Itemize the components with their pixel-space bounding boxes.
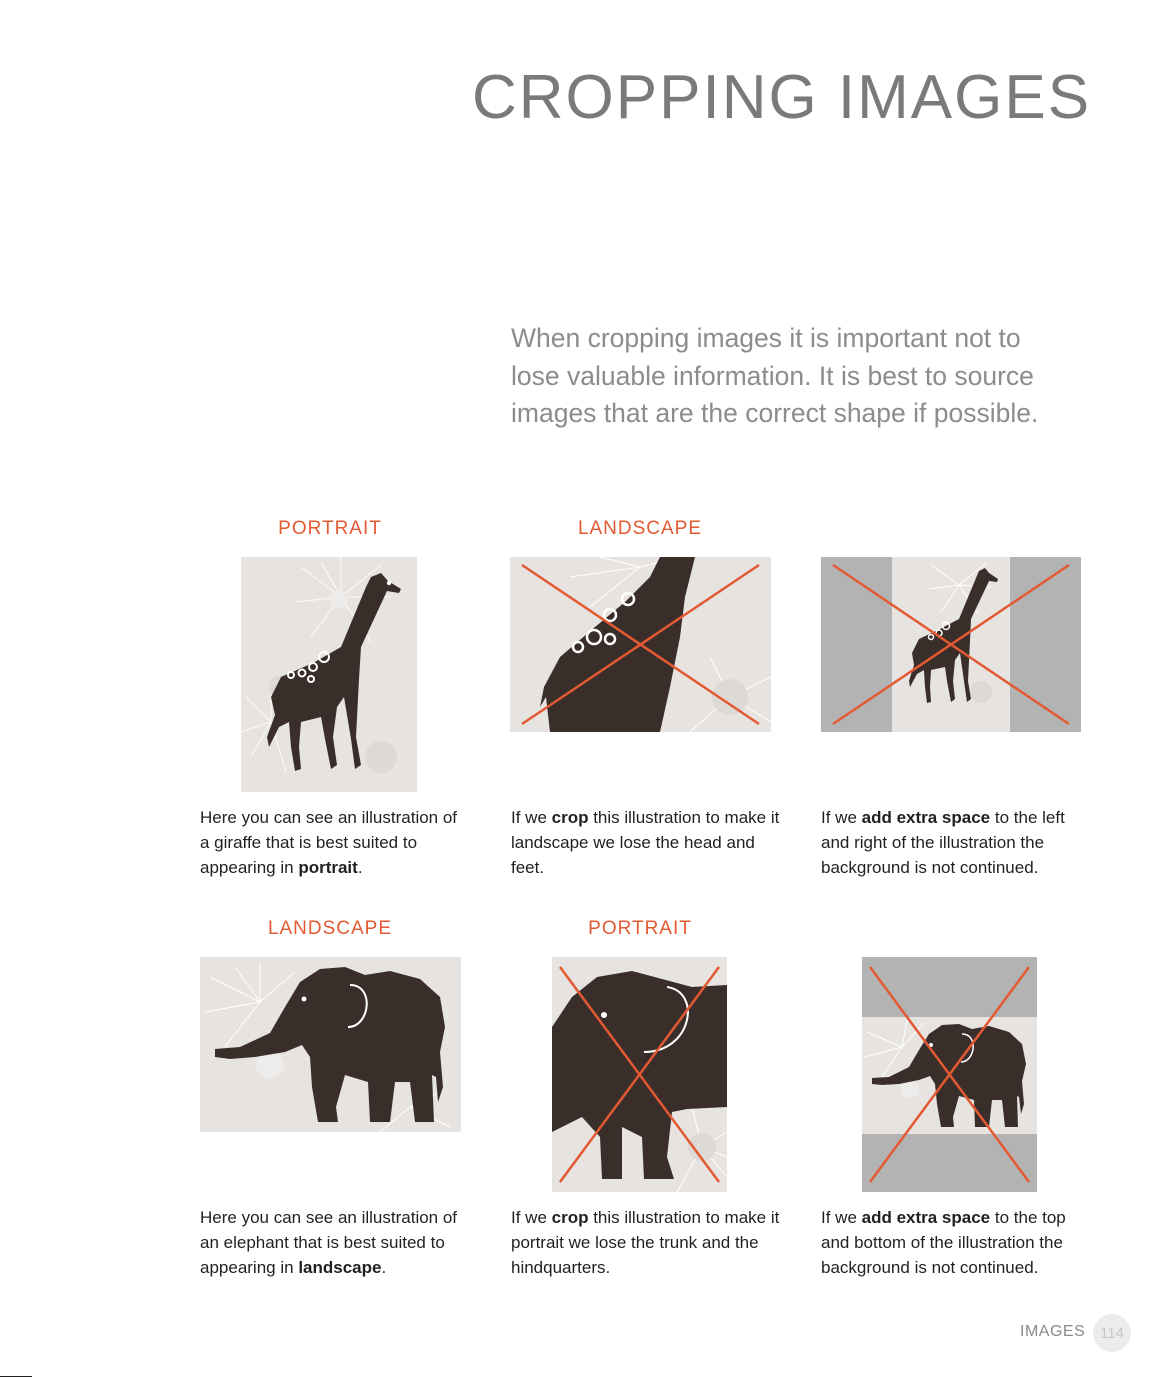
label-elephant-portrait: PORTRAIT xyxy=(588,918,692,939)
intro-text: When cropping images it is important not to lose valuable information. It is best to source images that are the correct shape if possible. xyxy=(511,323,1039,428)
caption-elephant-padded: If we add extra space to the top and bottom of the illustration the background is not continued. xyxy=(821,1208,1066,1277)
caption-giraffe-portrait: Here you can see an illustration of a giraffe that is best suited to appearing in portrait. xyxy=(200,808,458,877)
label-elephant-landscape: LANDSCAPE xyxy=(267,918,393,939)
footer-section-label: IMAGES xyxy=(1020,1323,1086,1340)
caption-giraffe-padded: If we add extra space to the left and right of the illustration the background is not continued. xyxy=(821,808,1065,877)
label-giraffe-portrait: PORTRAIT xyxy=(278,518,382,539)
corner-rule xyxy=(0,1376,32,1377)
caption-elephant-landscape: Here you can see an illustration of an elephant that is best suited to appearing in landscape. xyxy=(200,1208,458,1277)
elephant-landscape-image xyxy=(200,957,461,1132)
caption-elephant-crop: If we crop this illustration to make it portrait we lose the trunk and the hindquarters. xyxy=(511,1208,780,1277)
page-title: CROPPING IMAGES xyxy=(472,63,1092,132)
elephant-portrait-crop-image xyxy=(552,957,727,1192)
caption-giraffe-crop: If we crop this illustration to make it landscape we lose the head and feet. xyxy=(511,808,780,877)
page-number-badge: 114 xyxy=(1093,1314,1131,1352)
giraffe-portrait-image xyxy=(241,557,417,792)
elephant-padded-image xyxy=(862,957,1037,1192)
label-giraffe-landscape: LANDSCAPE xyxy=(577,518,703,539)
giraffe-landscape-crop-image xyxy=(510,557,771,732)
giraffe-padded-image xyxy=(821,557,1081,732)
